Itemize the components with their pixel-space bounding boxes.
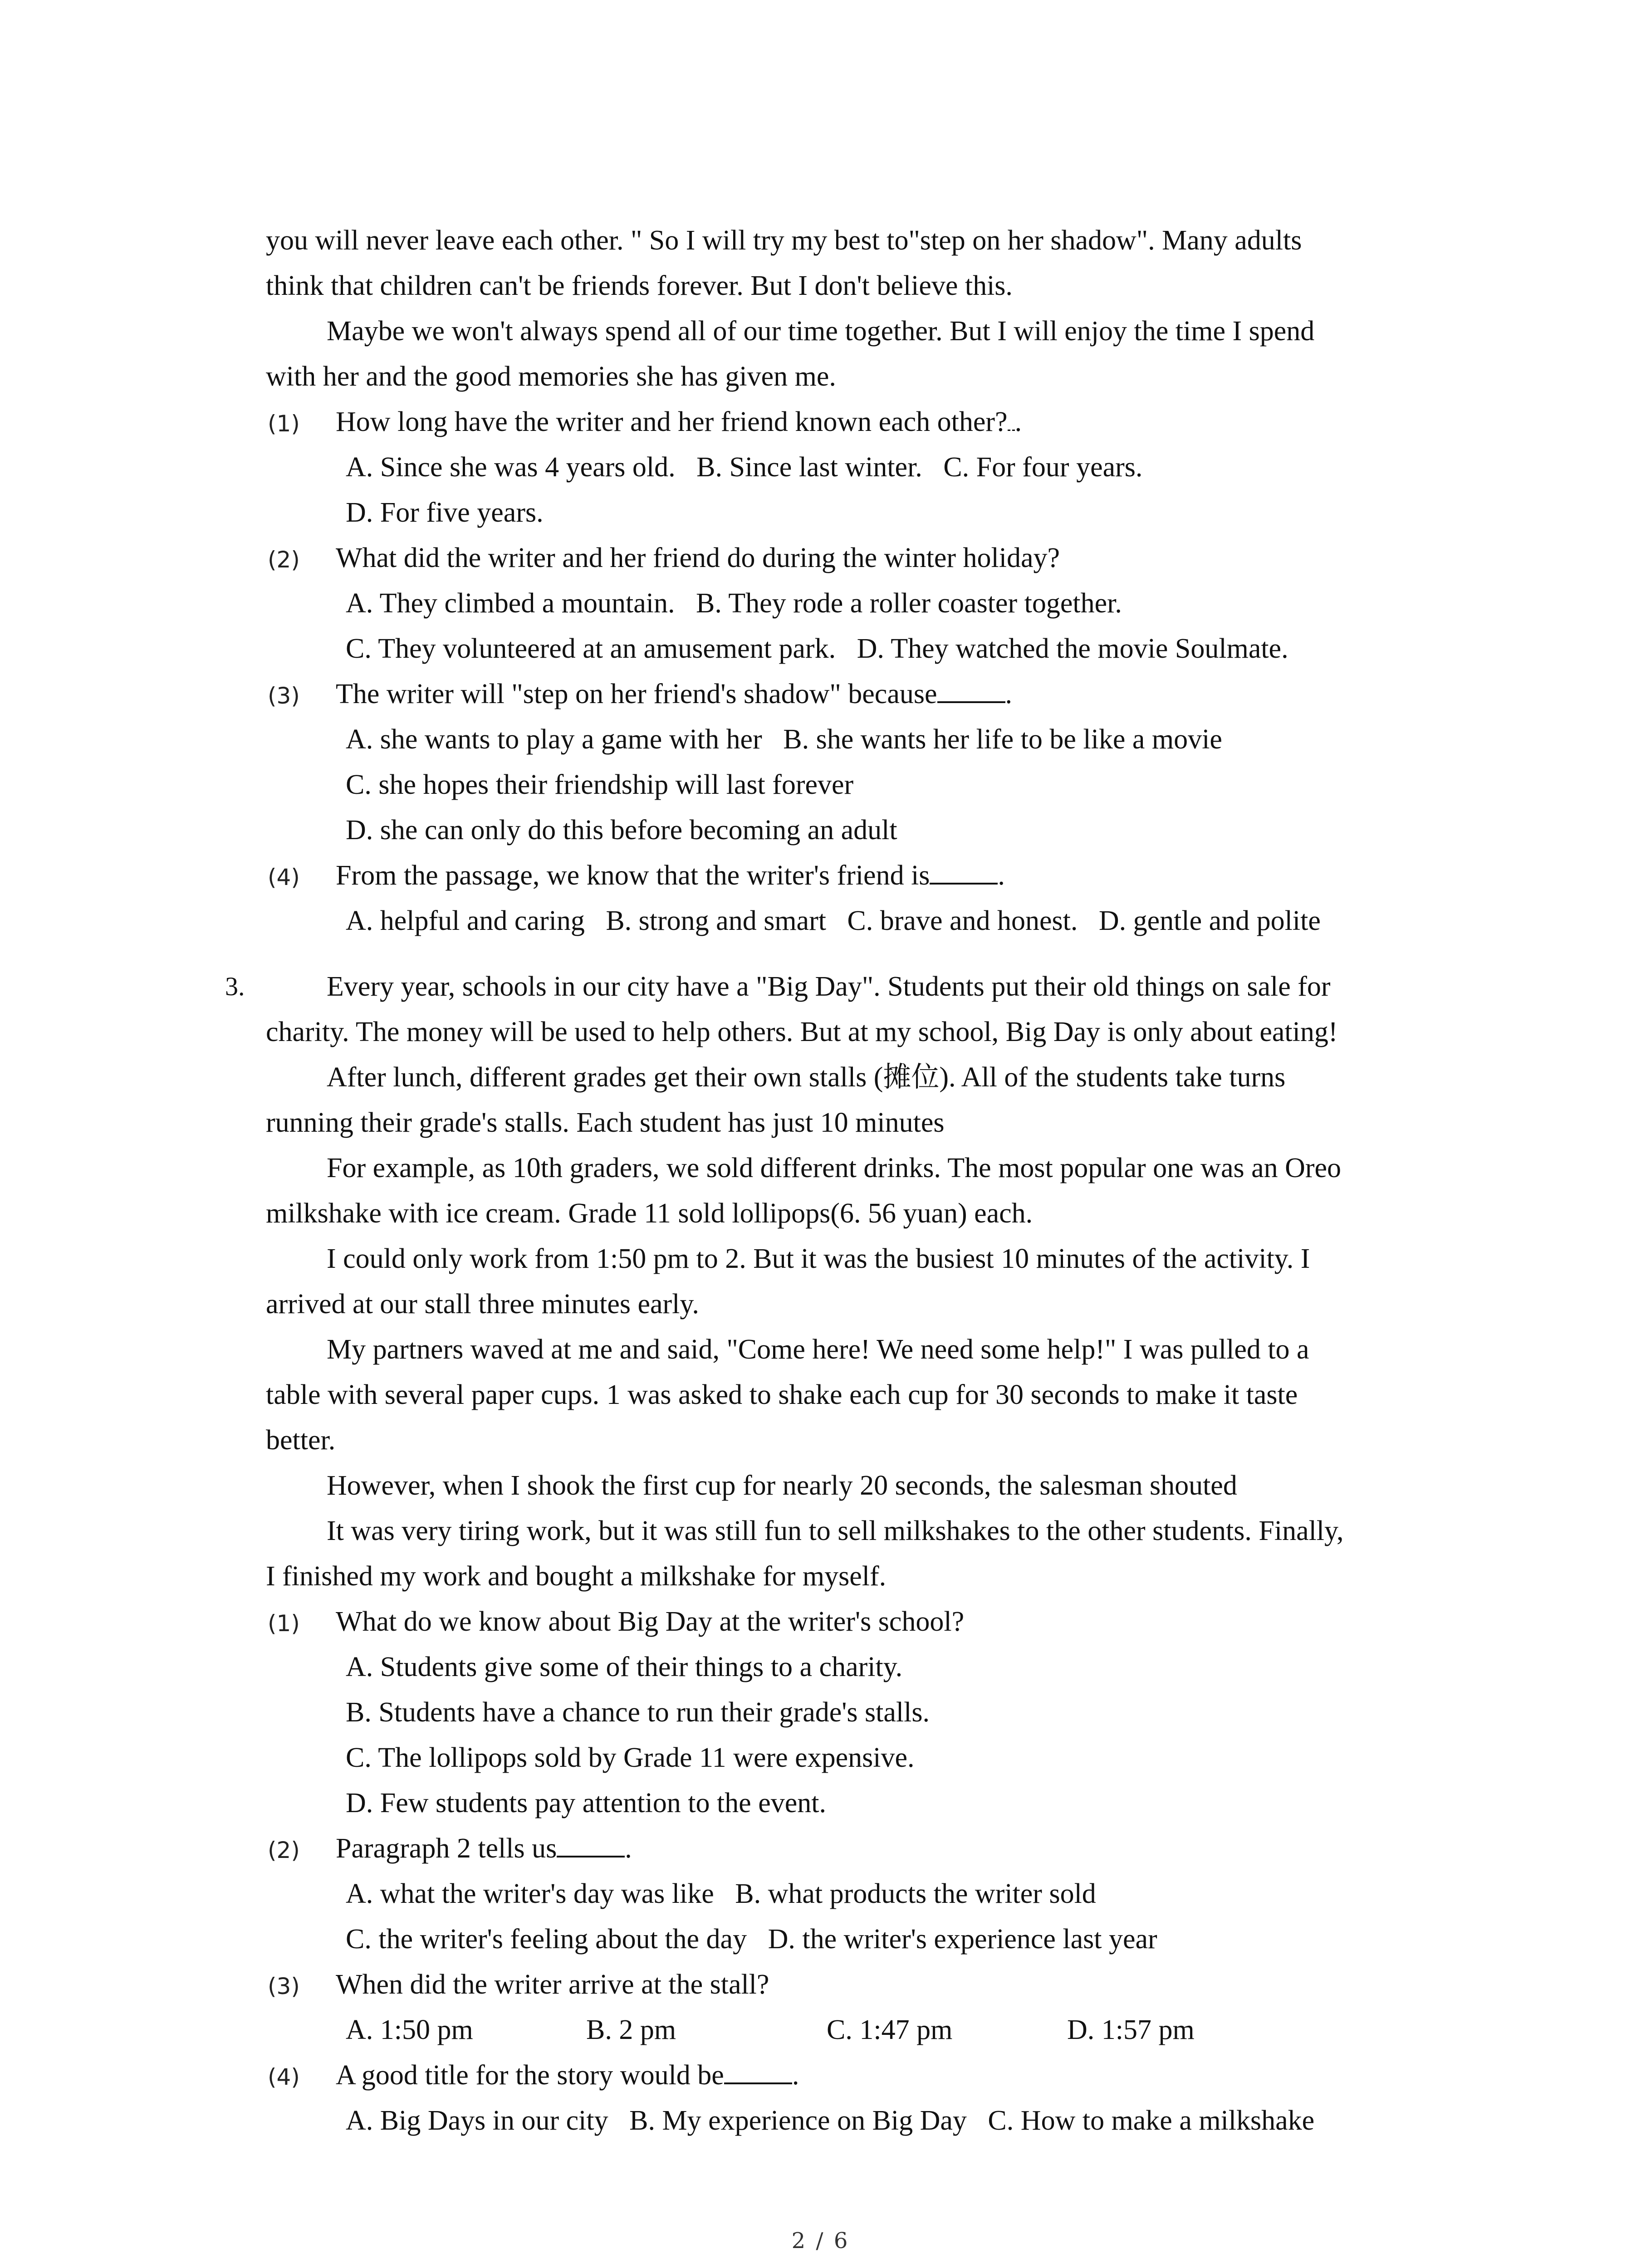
answer-blank[interactable] xyxy=(1008,406,1015,431)
question-stem: The writer will "step on her friend's shadow" because . xyxy=(336,671,1012,717)
option-c: C. 1:47 pm xyxy=(827,2014,953,2045)
option-line: A. They climbed a mountain. B. They rode a roller coaster together. xyxy=(346,588,1122,619)
option-line: B. Students have a chance to run their grade's stalls. xyxy=(346,1697,930,1728)
passage-line: arrived at our stall three minutes early. xyxy=(266,1289,699,1320)
answer-blank[interactable] xyxy=(724,2057,792,2084)
passage-line: you will never leave each other. " So I will try my best to"step on her shadow". Many adults xyxy=(266,225,1302,256)
passage-line: My partners waved at me and said, "Come here! We need some help!" I was pulled to a xyxy=(327,1334,1309,1365)
option-line: C. They volunteered at an amusement park. D. They watched the movie Soulmate. xyxy=(346,633,1288,664)
question-number: (2) xyxy=(268,547,300,573)
question-stem: When did the writer arrive at the stall? xyxy=(336,1969,769,2000)
answer-blank[interactable] xyxy=(930,857,998,885)
passage-line: table with several paper cups. 1 was asked to shake each cup for 30 seconds to make it taste xyxy=(266,1379,1298,1410)
option-line: D. Few students pay attention to the event. xyxy=(346,1788,826,1818)
answer-blank[interactable] xyxy=(937,676,1005,703)
passage-line: I could only work from 1:50 pm to 2. But it was the busiest 10 minutes of the activity. I xyxy=(327,1243,1310,1274)
option-b: B. 2 pm xyxy=(586,2014,676,2045)
question-number: (2) xyxy=(268,1837,300,1863)
passage-line: However, when I shook the first cup for nearly 20 seconds, the salesman shouted xyxy=(327,1470,1237,1501)
option-line: A. helpful and caring B. strong and smart C. brave and honest. D. gentle and polite xyxy=(346,905,1321,936)
passage-line: with her and the good memories she has given me. xyxy=(266,361,836,392)
passage-number: 3. xyxy=(225,972,245,1001)
passage-line: After lunch, different grades get their own stalls (摊位). All of the students take turns xyxy=(327,1062,1286,1093)
option-a: A. 1:50 pm xyxy=(346,2014,473,2045)
passage-line: It was very tiring work, but it was still fun to sell milkshakes to the other students. Finally, xyxy=(327,1515,1344,1546)
option-line: D. she can only do this before becoming an adult xyxy=(346,815,897,846)
option-line: A. Since she was 4 years old. B. Since last winter. C. For four years. xyxy=(346,452,1143,483)
option-line: C. The lollipops sold by Grade 11 were expensive. xyxy=(346,1742,915,1773)
question-number: (3) xyxy=(268,683,300,709)
option-line: A. she wants to play a game with her B. she wants her life to be like a movie xyxy=(346,724,1222,755)
question-number: (4) xyxy=(268,2064,300,2090)
option-line: C. she hopes their friendship will last forever xyxy=(346,769,854,800)
passage-line: Maybe we won't always spend all of our time together. But I will enjoy the time I spend xyxy=(327,316,1315,347)
question-stem: A good title for the story would be . xyxy=(336,2053,799,2098)
option-line: D. For five years. xyxy=(346,497,544,528)
passage-line: I finished my work and bought a milkshake for myself. xyxy=(266,1561,887,1592)
option-line: C. the writer's feeling about the day D. the writer's experience last year xyxy=(346,1924,1157,1955)
option-line: A. Big Days in our city B. My experience on Big Day C. How to make a milkshake xyxy=(346,2105,1315,2136)
passage-line: milkshake with ice cream. Grade 11 sold lollipops(6. 56 yuan) each. xyxy=(266,1198,1033,1229)
question-number: (4) xyxy=(268,864,300,890)
option-line: A. what the writer's day was like B. what products the writer sold xyxy=(346,1878,1096,1909)
option-d: D. 1:57 pm xyxy=(1067,2014,1195,2045)
page-number: 2 / 6 xyxy=(791,2228,850,2253)
passage-line: think that children can't be friends forever. But I don't believe this. xyxy=(266,270,1013,301)
passage-line: running their grade's stalls. Each student has just 10 minutes xyxy=(266,1107,945,1138)
question-stem: From the passage, we know that the writer's friend is . xyxy=(336,853,1005,898)
option-line: A. Students give some of their things to a charity. xyxy=(346,1652,903,1682)
question-number: (3) xyxy=(268,1973,300,1999)
passage-line: charity. The money will be used to help others. But at my school, Big Day is only about eating! xyxy=(266,1017,1338,1047)
question-number: (1) xyxy=(268,1610,300,1637)
question-stem: Paragraph 2 tells us . xyxy=(336,1826,632,1871)
passage-line: For example, as 10th graders, we sold different drinks. The most popular one was an Oreo xyxy=(327,1153,1342,1183)
question-stem: What do we know about Big Day at the writer's school? xyxy=(336,1606,965,1637)
answer-blank[interactable] xyxy=(557,1830,625,1857)
question-number: (1) xyxy=(268,411,300,437)
passage-line: better. xyxy=(266,1425,336,1456)
passage-line: Every year, schools in our city have a "Big Day". Students put their old things on sale for xyxy=(327,971,1331,1002)
question-block xyxy=(0,2053,799,2234)
question-stem: What did the writer and her friend do during the winter holiday? xyxy=(336,543,1060,573)
question-stem: How long have the writer and her friend known each other? . xyxy=(336,406,1022,437)
